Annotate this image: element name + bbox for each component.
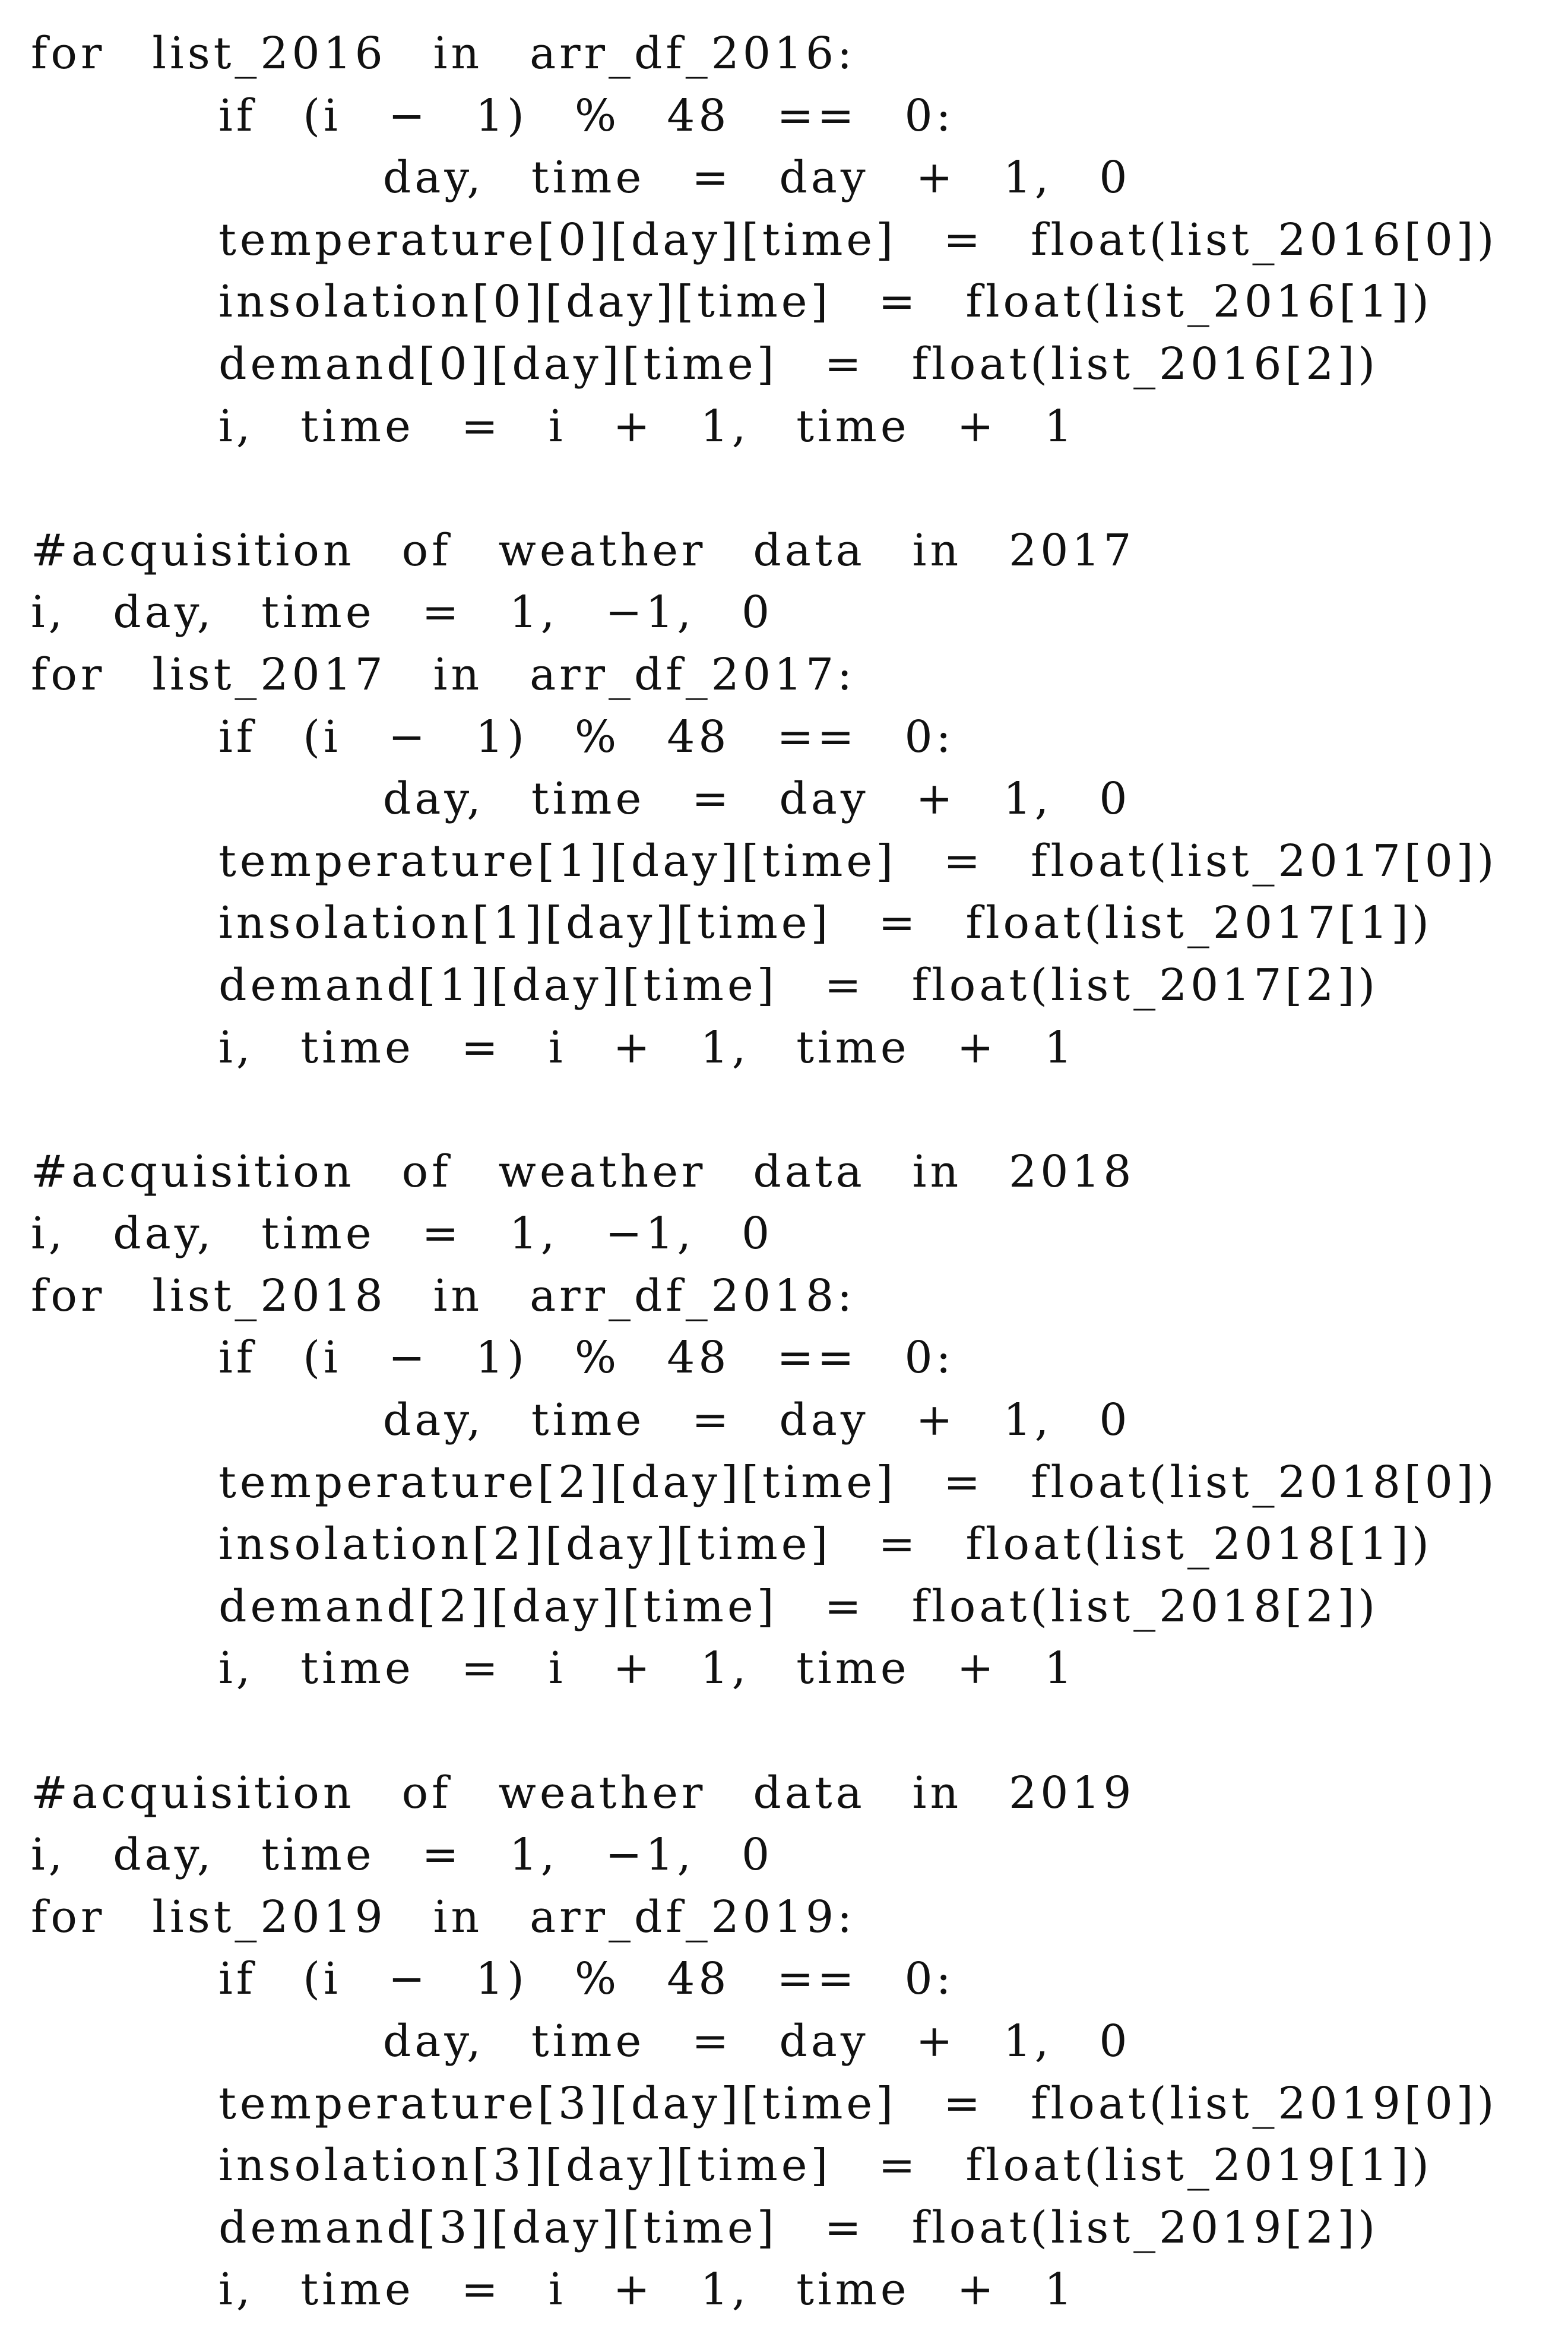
code-line-15: insolation[1][day][time] = float(list_2017[1]) bbox=[31, 897, 1433, 949]
code-line-14: temperature[1][day][time] = float(list_2017[0]) bbox=[31, 835, 1498, 887]
code-line-20: i, day, time = 1, −1, 0 bbox=[31, 1208, 774, 1260]
code-line-1: for list_2016 in arr_df_2016: bbox=[31, 28, 856, 79]
code-line-9: #acquisition of weather data in 2017 bbox=[31, 524, 1135, 576]
code-line-26: demand[2][day][time] = float(list_2018[2]) bbox=[31, 1580, 1379, 1632]
code-line-35: insolation[3][day][time] = float(list_2019[1]) bbox=[31, 2140, 1433, 2191]
code-line-22: if (i − 1) % 48 == 0: bbox=[31, 1332, 955, 1384]
code-line-4: temperature[0][day][time] = float(list_2016[0]) bbox=[31, 214, 1498, 265]
code-line-23: day, time = day + 1, 0 bbox=[31, 1394, 1131, 1446]
code-line-27: i, time = i + 1, time + 1 bbox=[31, 1643, 1076, 1694]
code-line-8 bbox=[31, 457, 1551, 520]
code-line-12: if (i − 1) % 48 == 0: bbox=[31, 711, 955, 763]
code-line-3: day, time = day + 1, 0 bbox=[31, 152, 1131, 204]
code-line-7: i, time = i + 1, time + 1 bbox=[31, 400, 1076, 452]
code-line-5: insolation[0][day][time] = float(list_2016[1]) bbox=[31, 276, 1433, 328]
code-line-28 bbox=[31, 1700, 1551, 1762]
code-line-32: if (i − 1) % 48 == 0: bbox=[31, 1953, 955, 2005]
code-line-13: day, time = day + 1, 0 bbox=[31, 773, 1131, 825]
code-line-30: i, day, time = 1, −1, 0 bbox=[31, 1829, 774, 1881]
code-line-6: demand[0][day][time] = float(list_2016[2]) bbox=[31, 338, 1379, 390]
code-line-24: temperature[2][day][time] = float(list_2018[0]) bbox=[31, 1456, 1498, 1508]
code-line-10: i, day, time = 1, −1, 0 bbox=[31, 587, 774, 638]
code-line-25: insolation[2][day][time] = float(list_2018[1]) bbox=[31, 1519, 1433, 1570]
code-line-33: day, time = day + 1, 0 bbox=[31, 2016, 1131, 2067]
code-line-11: for list_2017 in arr_df_2017: bbox=[31, 649, 856, 700]
code-line-34: temperature[3][day][time] = float(list_2019[0]) bbox=[31, 2077, 1498, 2129]
code-line-16: demand[1][day][time] = float(list_2017[2]) bbox=[31, 959, 1379, 1011]
code-line-21: for list_2018 in arr_df_2018: bbox=[31, 1270, 856, 1321]
code-line-18 bbox=[31, 1079, 1551, 1141]
code-line-19: #acquisition of weather data in 2018 bbox=[31, 1146, 1135, 1197]
code-listing bbox=[31, 23, 1551, 2321]
code-line-17: i, time = i + 1, time + 1 bbox=[31, 1022, 1076, 1073]
code-line-37: i, time = i + 1, time + 1 bbox=[31, 2264, 1076, 2316]
code-line-29: #acquisition of weather data in 2019 bbox=[31, 1767, 1135, 1819]
code-line-2: if (i − 1) % 48 == 0: bbox=[31, 90, 955, 141]
code-line-31: for list_2019 in arr_df_2019: bbox=[31, 1891, 856, 1943]
code-line-36: demand[3][day][time] = float(list_2019[2]) bbox=[31, 2202, 1379, 2253]
